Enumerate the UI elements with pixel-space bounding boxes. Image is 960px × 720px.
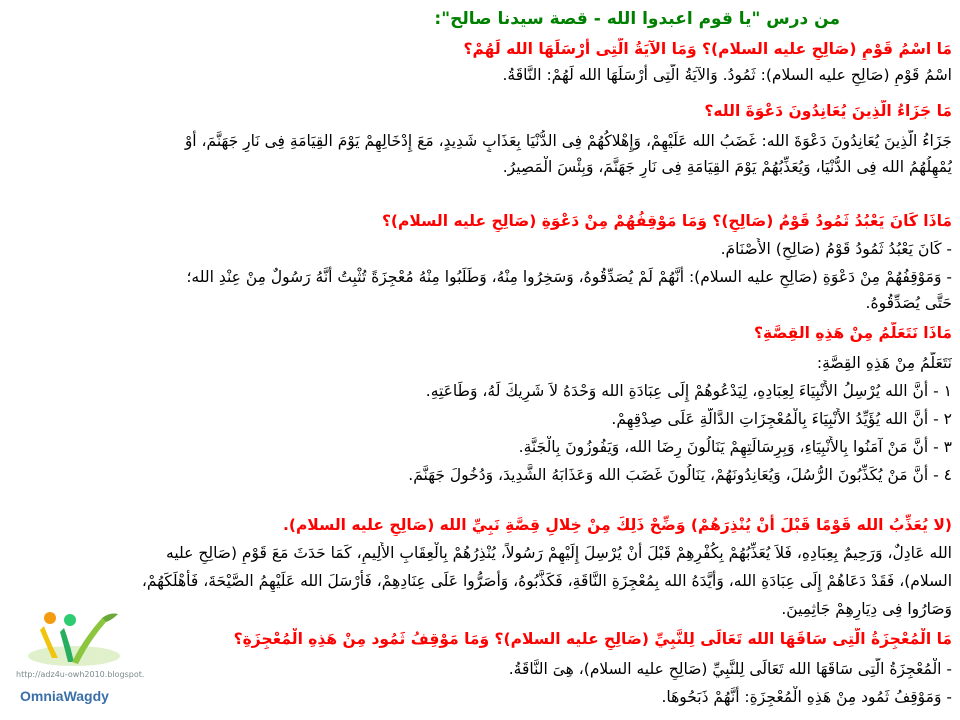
answer-2-line-1: جَزَاءُ الَّذِينَ يُعَانِدُونَ دَعْوَةَ الله: غَضَبُ الله عَلَيْهِمْ، وَإِهْلاكُهُمْ فِى الدُّنْيَا بِعَذَابٍ شَدِيدٍ، مَعَ إِدْخَالِهِمْ يَوْمَ القِيَامَةِ فِى نَارِ جَهَنَّمَ، أَوْ bbox=[184, 132, 952, 150]
question-3: مَاذَا كَانَ يَعْبُدُ ثَمُودُ قَوْمُ (صَالِحٍ)؟ وَمَا مَوْقِفُهُمْ مِنْ دَعْوَةِ (صَالِحٍ عليه السلام)؟ bbox=[381, 212, 952, 230]
question-4: مَاذَا نَتَعَلَّمُ مِنْ هَذِهِ القِصَّةِ؟ bbox=[754, 324, 952, 342]
logo-name: OmniaWagdy bbox=[20, 688, 109, 704]
question-6: مَا الْمُعْجِزَةُ الَّتِى سَاقَهَا الله تَعَالَى لِلنَّبِيِّ (صَالِحٍ عليه السلام)؟ وَمَا مَوْقِفُ ثَمُود مِنْ هَذِهِ الْمُعْجِزَةِ؟ bbox=[233, 630, 952, 648]
logo-figures-icon bbox=[14, 608, 134, 672]
question-5: (لا يُعَذِّبُ الله قَوْمًا قَبْلَ أَنْ يُنْذِرَهُمْ) وَضِّحْ ذَلِكَ مِنْ خِلالِ قِصَّةِ نَبِيِّ الله (صَالِحٍ عليه السلام). bbox=[282, 516, 952, 534]
page-title: من درس "يا قوم اعبدوا الله - قصة سيدنا صالح": bbox=[434, 9, 840, 29]
answer-5-line-2: السلام)، فَقَدْ دَعَاهُمْ إِلَى عِبَادَةِ الله، وَأَيَّدَهُ الله بِمُعْجِزَةِ النَّاقَةِ، فَكَذَّبُوهُ، وَأَصَرُّوا عَلَى عِنَادِهِمْ، فَأَرْسَلَ الله عَلَيْهِمُ الصَّيْحَةَ، فَأَهْلَكَهُمْ، bbox=[141, 572, 952, 590]
answer-2-line-2: يُمْهِلُهُمُ الله فِى الدُّنْيَا، وَيُعَذِّبُهُمْ يَوْمَ القِيَامَةِ فِى نَارِ جَهَنَّمَ، وَبِئْسَ الْمَصِيرُ. bbox=[502, 158, 952, 176]
lesson-point-1: ١ - أَنَّ الله يُرْسِلُ الأَنْبِيَاءَ لِعِبَادِهِ، لِيَدْعُوهُمْ إِلَى عِبَادَةِ الله وَحْدَهُ لاَ شَرِيكَ لَهُ، وَطَاعَتِهِ. bbox=[425, 382, 952, 400]
question-2: مَا جَزَاءُ الَّذِينَ يُعَانِدُونَ دَعْوَةَ الله؟ bbox=[704, 102, 952, 120]
lesson-point-3: ٣ - أَنَّ مَنْ آمَنُوا بِالأَنْبِيَاءِ، وَبِرِسَالَتِهِمْ يَنَالُونَ رِضَا الله، وَيَفُوزُونَ بِالْجَنَّةِ. bbox=[518, 438, 952, 456]
answer-4-intro: نَتَعَلَّمُ مِنْ هَذِهِ القِصَّةِ: bbox=[816, 354, 952, 372]
lesson-point-2: ٢ - أَنَّ الله يُؤَيِّدُ الأَنْبِيَاءَ بِالْمُعْجِزَاتِ الدَّالَّةِ عَلَى صِدْقِهِمْ. bbox=[611, 410, 952, 428]
question-1: مَا اسْمُ قَوْمِ (صَالِحٍ عليه السلام)؟ وَمَا الآيَةُ الَّتِى أَرْسَلَهَا الله لَهُمْ؟ bbox=[463, 40, 952, 58]
lesson-point-4: ٤ - أَنَّ مَنْ يُكَذِّبُونَ الرُّسُلَ، وَيُعَانِدُونَهُمْ، يَنَالُونَ غَضَبَ الله وَعَذَابَهُ الشَّدِيدَ، وَدُخُولَ جَهَنَّمَ. bbox=[408, 466, 952, 484]
omniawagdy-logo bbox=[14, 608, 154, 716]
answer-3-line-2: - وَمَوْقِفُهُمْ مِنْ دَعْوَةِ (صَالِحٍ عليه السلام): أَنَّهُمْ لَمْ يُصَدِّقُوهُ، وَسَخِرُوا مِنْهُ، وَطَلَبُوا مِنْهُ مُعْجِزَةً تُثْبِتُ أَنَّهُ رَسُولٌ مِنْ عِنْدِ الله؛ bbox=[186, 268, 952, 286]
answer-6-line-2: - وَمَوْقِفُ ثَمُود مِنْ هَذِهِ الْمُعْجِزَةِ: أَنَّهُمْ ذَبَحُوهَا. bbox=[661, 688, 952, 706]
answer-6-line-1: - الْمُعْجِزَةُ الَّتِى سَاقَهَا الله تَعَالَى لِلنَّبِيِّ (صَالِحٍ عليه السلام)، هِىَ النَّاقَةُ. bbox=[508, 660, 952, 678]
answer-5-line-3: وَصَارُوا فِى دِيَارِهِمْ جَاثِمِينَ. bbox=[781, 600, 952, 618]
answer-5-line-1: الله عَادِلٌ، وَرَحِيمٌ بِعِبَادِهِ، فَلاَ يُعَذِّبُهُمْ بِكُفْرِهِمْ قَبْلَ أَنْ يُرْسِلَ إِلَيْهِمْ رَسُولاً، يُنْذِرُهُمْ بِالْعِقَابِ الأَلِيمِ، كَمَا حَدَثَ مَعَ قَوْمِ (صَالِحٍ عليه bbox=[166, 544, 952, 562]
answer-3-line-1: - كَانَ يَعْبُدُ ثَمُودُ قَوْمُ (صَالِحٍ) الأَصْنَامَ. bbox=[720, 240, 952, 258]
logo-url: http://adz4u-owh2010.blogspot. bbox=[16, 670, 145, 679]
answer-1: اسْمُ قَوْمِ (صَالِحٍ عليه السلام): ثَمُودُ. وَالآيَةُ الَّتِى أَرْسَلَهَا الله لَهُمْ: النَّاقَةُ. bbox=[502, 66, 952, 84]
answer-3-line-3: حَتَّى يُصَدِّقُوهُ. bbox=[865, 294, 952, 312]
